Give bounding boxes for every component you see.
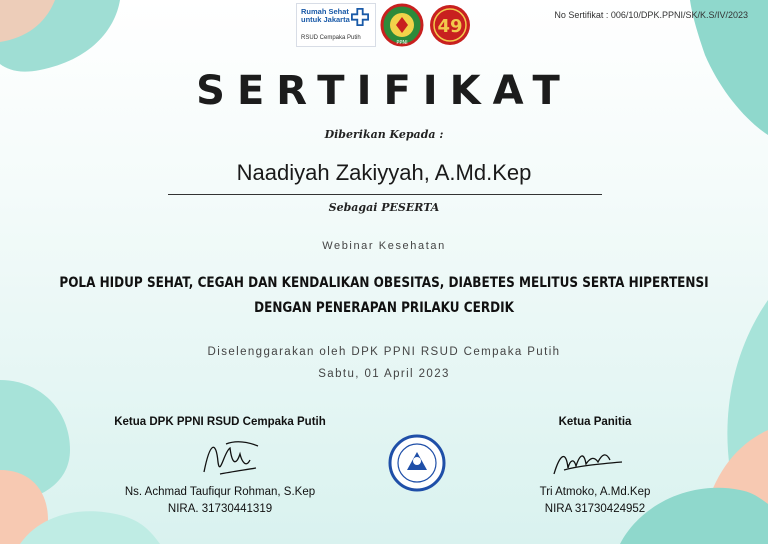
recipient-role: Sebagai PESERTA (328, 201, 440, 214)
right-signature (548, 440, 628, 484)
left-signature (196, 432, 266, 482)
left-signatory-name: Ns. Achmad Taufiqur Rohman, S.Kep (124, 486, 316, 498)
certificate-number: No Sertifikat : 006/10/DPK.PPNI/SK/K.S/IV/2023 (554, 10, 748, 20)
rumah-sehat-logo: Rumah Sehat untuk Jakarta RSUD Cempaka Putih (296, 3, 376, 47)
recipient-name: Naadiyah Zakiyyah, A.Md.Kep (236, 160, 532, 185)
event-theme-line-1: POLA HIDUP SEHAT, CEGAH DAN KENDALIKAN OBESITAS, DIABETES MELITUS SERTA HIPERTENSI (59, 275, 709, 291)
right-signatory-title: Ketua Panitia (558, 416, 632, 428)
svg-text:49: 49 (437, 16, 463, 37)
recipient-underline (168, 194, 602, 195)
ppni-logo (380, 3, 424, 47)
anniversary-49-logo (428, 3, 472, 47)
event-organizer: Diselenggarakan oleh DPK PPNI RSUD Cempaka Putih (207, 346, 561, 358)
event-type: Webinar Kesehatan (322, 240, 446, 252)
event-theme-line-2: DENGAN PENERAPAN PRILAKU CERDIK (254, 300, 514, 316)
ppni-seal-logo (388, 434, 446, 492)
right-signatory-name: Tri Atmoko, A.Md.Kep (539, 486, 651, 498)
event-date: Sabtu, 01 April 2023 (318, 368, 450, 380)
given-to-label: Diberikan Kepada : (324, 128, 444, 141)
header-logos (296, 2, 472, 48)
certificate-title: SERTIFIKAT (196, 68, 572, 114)
plus-icon (351, 8, 369, 26)
right-signatory-nira: NIRA 31730424952 (544, 503, 646, 515)
left-signatory-nira: NIRA. 31730441319 (167, 503, 273, 515)
left-signatory-title: Ketua DPK PPNI RSUD Cempaka Putih (114, 416, 326, 428)
svg-text:PPNI: PPNI (396, 40, 408, 46)
